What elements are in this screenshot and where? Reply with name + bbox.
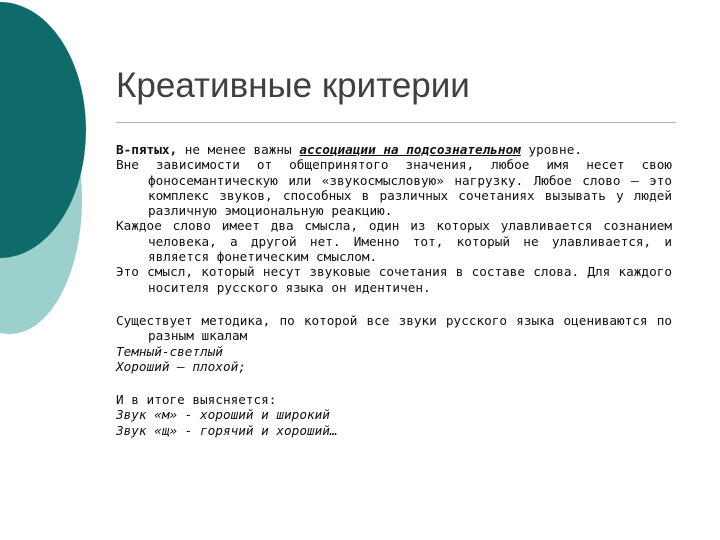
paragraph-sound-meaning: Это смысл, который несут звуковые сочетания в составе слова. Для каждого носителя русского языка он идентичен. <box>116 264 672 295</box>
associations-emphasis: ассоциации на подсознательном <box>299 142 521 157</box>
spacer <box>116 295 672 313</box>
sound-shch-example: Звук «щ» - горячий и хороший… <box>116 422 338 438</box>
level-text: уровне. <box>520 142 582 157</box>
sound-m-example: Звук «м» - хороший и широкий <box>116 407 330 423</box>
slide-body <box>116 142 672 438</box>
dark-teal-arc <box>0 2 86 258</box>
spacer <box>116 374 672 392</box>
paragraph-associations <box>116 142 672 157</box>
paragraph-methodology: Существует методика, по которой все звуки русского языка оцениваются по разным шкалам <box>116 312 672 344</box>
important-text: не менее важны <box>184 142 300 157</box>
scale-good-bad: Хороший – плохой; <box>116 358 246 374</box>
paragraph-two-meanings: Каждое слово имеет два смысла, один из которых улавливается сознанием человека, а другой нет. Именно тот, который не улавливается, и является фонетическим смыслом. <box>116 218 672 265</box>
scale-dark-light: Темный-светлый <box>116 343 223 359</box>
conclusion-heading: И в итоге выясняется: <box>116 392 277 408</box>
title-divider <box>116 122 676 123</box>
light-teal-arc <box>0 66 82 334</box>
slide-title: Креативные критерии <box>116 66 470 105</box>
paragraph-phonosemantic: Вне зависимости от общепринятого значения, любое имя несет свою фоносемантическую или «звукосмысловую» нагрузку. Любое слово – это комплекс звуков, способных в различных сочетаниях вызывать у людей различную эмоциональную реакцию. <box>116 157 672 219</box>
lead-in-text: В-пятых, <box>116 142 185 157</box>
